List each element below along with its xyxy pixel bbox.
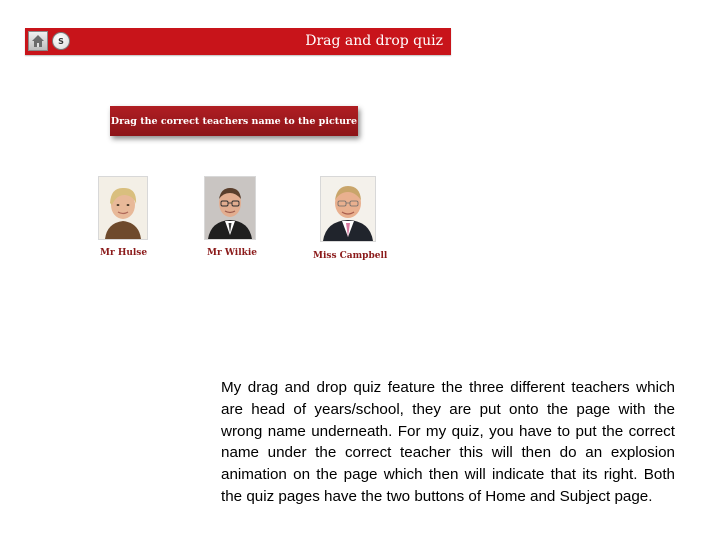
teacher-photo-man-pink-tie [321, 177, 375, 241]
teacher-photo-1[interactable] [98, 176, 148, 240]
home-icon [31, 34, 45, 48]
teacher-name-label-1[interactable]: Mr Hulse [100, 248, 148, 258]
header-bar [25, 28, 451, 55]
teacher-photo-3[interactable] [320, 176, 376, 242]
description-text: My drag and drop quiz feature the three different teachers which are head of years/school, they are put onto the page with the wrong name underneath. For my quiz, you have to put the correct name under the correct teacher this will then do an explosion animation on the page which then will indicate that its right. Both the quiz pages have the two buttons of Home and Subject page. [221, 379, 675, 505]
page-title: Drag and drop quiz [305, 33, 443, 49]
home-button[interactable] [28, 31, 48, 51]
instruction-banner [110, 106, 358, 136]
teacher-name-label-3[interactable]: Miss Campbell [313, 251, 388, 261]
teacher-photo-woman [99, 177, 147, 239]
instruction-text: Drag the correct teachers name to the picture [110, 115, 358, 127]
subject-button[interactable] [52, 32, 70, 50]
teacher-photo-2[interactable] [204, 176, 256, 240]
teacher-photo-man-glasses [205, 177, 255, 239]
teacher-name-label-2[interactable]: Mr Wilkie [207, 248, 258, 258]
subject-button-label: S [58, 36, 64, 46]
